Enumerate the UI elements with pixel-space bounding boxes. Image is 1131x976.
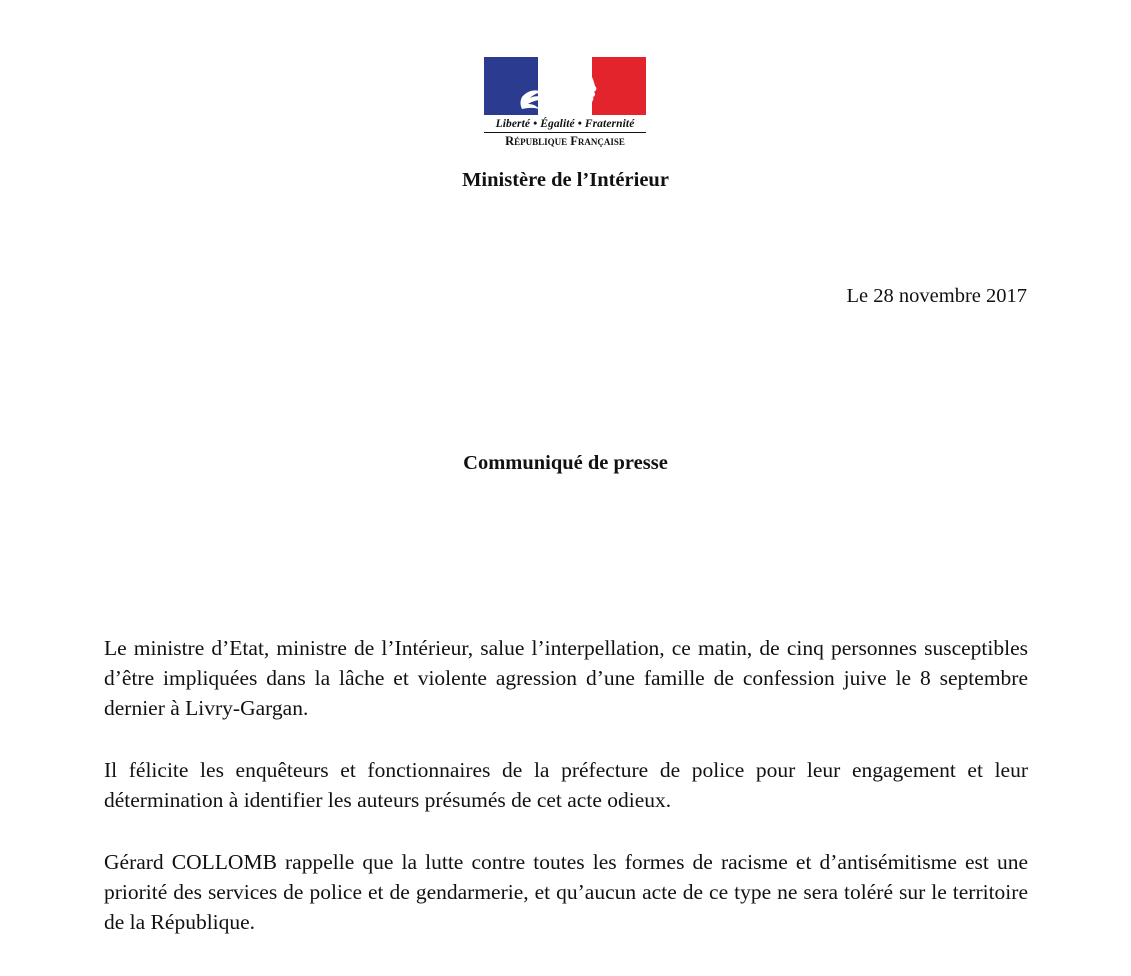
marianne-profile-icon bbox=[484, 57, 646, 115]
republique-francaise-logo bbox=[482, 57, 648, 149]
body-paragraph: Le ministre d’Etat, ministre de l’Intérieur, salue l’interpellation, ce matin, de cinq personnes susceptibles d’être impliquées dans la lâche et violente agression d’une famille de confession juive le 8 septembre dernier à Livry-Gargan. bbox=[104, 636, 1028, 720]
body-paragraph: Gérard COLLOMB rappelle que la lutte contre toutes les formes de racisme et d’antisémitisme est une priorité des services de police et de gendarmerie, et qu’aucun acte de ce type ne sera toléré sur le territoire de la République. bbox=[104, 850, 1028, 934]
document-date: Le 28 novembre 2017 bbox=[846, 285, 1027, 307]
ministry-name: Ministère de l’Intérieur bbox=[462, 169, 669, 191]
tricolor-flag-icon bbox=[484, 57, 646, 115]
logo-divider bbox=[484, 132, 646, 133]
republic-motto: Liberté • Égalité • Fraternité bbox=[495, 118, 635, 130]
document-body bbox=[104, 633, 1028, 969]
republic-name: République Française bbox=[505, 134, 625, 148]
document-title: Communiqué de presse bbox=[463, 452, 668, 474]
body-paragraph: Il félicite les enquêteurs et fonctionnaires de la préfecture de police pour leur engagement et leur détermination à identifier les auteurs présumés de cet acte odieux. bbox=[104, 758, 1028, 812]
